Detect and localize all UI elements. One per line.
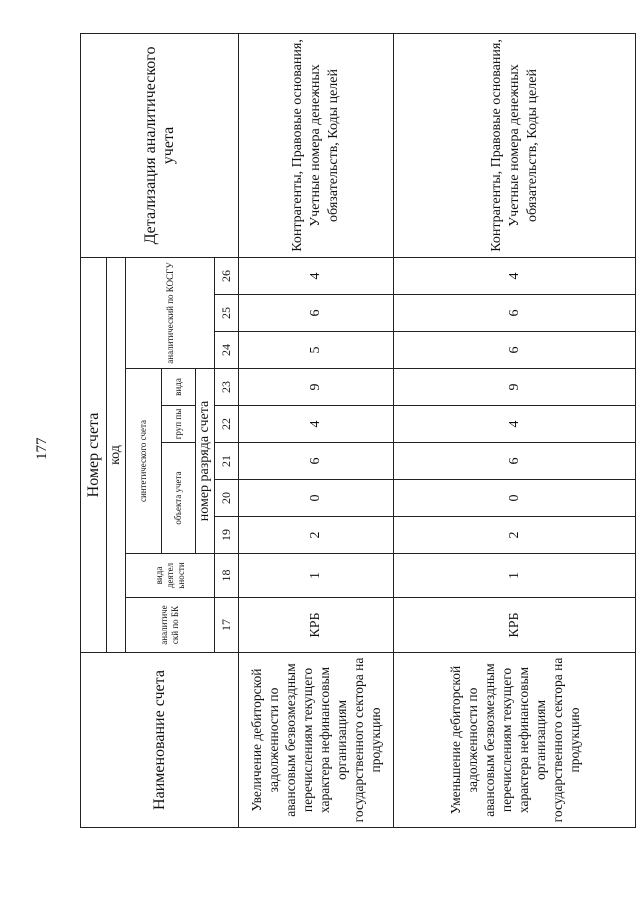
digit-22: 22	[215, 406, 239, 443]
digit-17: 17	[215, 598, 239, 653]
table-area	[80, 38, 625, 828]
row-1-c17: КРБ	[239, 598, 394, 653]
table-row	[239, 33, 394, 827]
page-number: 177	[34, 437, 50, 460]
row-1-c25: 6	[239, 295, 394, 332]
digit-20: 20	[215, 480, 239, 517]
row-2-c19: 2	[394, 517, 636, 554]
row-2-detail: Контрагенты, Правовые основания, Учетные номера денежных обязательств, Коды целей	[394, 33, 636, 257]
row-2-c25: 6	[394, 295, 636, 332]
header-account-name: Наименование счета	[81, 653, 239, 828]
digit-25: 25	[215, 295, 239, 332]
row-1-name: Увеличение дебиторской задолженности по авансовым безвозмездным перечислениям текущего характера нефинансовым организациям государственного сектора на продукцию	[239, 653, 394, 828]
header-accounting-object: объекта учета	[162, 443, 196, 554]
row-2-c18: 1	[394, 554, 636, 598]
header-code: код	[107, 257, 126, 652]
row-1-c26: 4	[239, 257, 394, 294]
row-2-c23: 9	[394, 369, 636, 406]
header-detail: Детализация аналитического учета	[81, 33, 239, 257]
row-1-c19: 2	[239, 517, 394, 554]
row-1-c23: 9	[239, 369, 394, 406]
header-analytical-bk: аналитиче скй по БК	[126, 598, 215, 653]
digit-23: 23	[215, 369, 239, 406]
header-analytical-kosgu: аналитический по КОСГУ	[126, 257, 215, 368]
header-activity-type: вида деятел ьности	[126, 554, 215, 598]
row-1-c24: 5	[239, 332, 394, 369]
row-2-c20: 0	[394, 480, 636, 517]
row-1-detail: Контрагенты, Правовые основания, Учетные номера денежных обязательств, Коды целей	[239, 33, 394, 257]
row-2-c22: 4	[394, 406, 636, 443]
row-2-c17: КРБ	[394, 598, 636, 653]
row-2-c24: 6	[394, 332, 636, 369]
header-account-number: Номер счета	[81, 257, 107, 652]
rotated-table-container	[80, 38, 625, 828]
row-1-c21: 6	[239, 443, 394, 480]
row-2-name: Уменьшение дебиторской задолженности по авансовым безвозмездным перечислениям текущего характера нефинансовым организациям государственного сектора на продукцию	[394, 653, 636, 828]
table-row	[394, 33, 636, 827]
digit-26: 26	[215, 257, 239, 294]
row-2-c21: 6	[394, 443, 636, 480]
header-row-1	[81, 33, 107, 827]
header-kind: вида	[162, 369, 196, 406]
header-digit-number: номер разряда счета	[196, 369, 215, 554]
header-group: груп пы	[162, 406, 196, 443]
digit-24: 24	[215, 332, 239, 369]
digit-18: 18	[215, 554, 239, 598]
digit-19: 19	[215, 517, 239, 554]
header-synthetic: синтетического счета	[126, 369, 162, 554]
row-1-c22: 4	[239, 406, 394, 443]
digit-21: 21	[215, 443, 239, 480]
account-table	[80, 33, 636, 828]
row-2-c26: 4	[394, 257, 636, 294]
row-1-c20: 0	[239, 480, 394, 517]
row-1-c18: 1	[239, 554, 394, 598]
